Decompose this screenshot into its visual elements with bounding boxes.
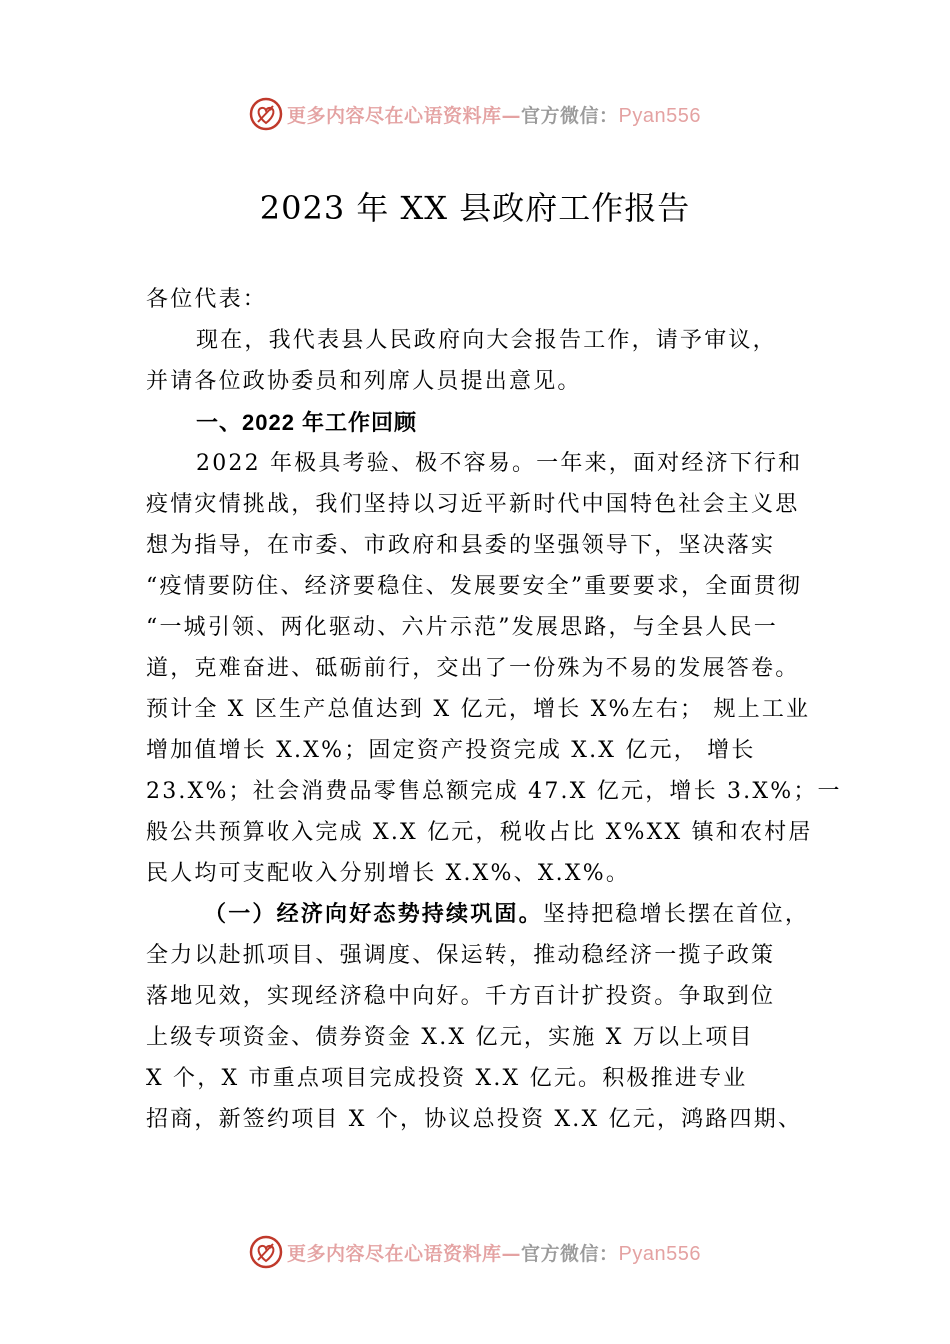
para1-line-4: “疫情要防住、经济要稳住、发展要安全”重要要求，全面贯彻 xyxy=(146,574,803,599)
para1-line-9: 23.X%；社会消费品零售总额完成 47.X 亿元，增长 3.X%；一 xyxy=(146,779,842,804)
watermark-dash-bottom: — xyxy=(501,1242,522,1265)
para2-line-3: 落地见效，实现经济稳中向好。千方百计扩投资。争取到位 xyxy=(146,984,776,1009)
watermark-text-bottom xyxy=(287,1239,701,1266)
watermark-wechat-label: 官方微信： xyxy=(521,104,619,127)
watermark-banner-bottom xyxy=(0,1230,950,1274)
subsection-heading: （一）经济向好态势持续巩固。 xyxy=(204,901,543,927)
watermark-banner-top xyxy=(0,92,950,136)
para1-line-8: 增加值增长 X.X%；固定资产投资完成 X.X 亿元， 增长 xyxy=(146,738,756,763)
para2-line-2: 全力以赴抓项目、强调度、保运转，推动稳经济一揽子政策 xyxy=(146,943,776,968)
para1-line-11: 民人均可支配收入分别增长 X.X%、X.X%。 xyxy=(146,861,631,886)
para1-line-6: 道，克难奋进、砥砺前行，交出了一份殊为不易的发展答卷。 xyxy=(146,656,800,681)
watermark-wechat-id-bottom: Pyan556 xyxy=(618,1242,701,1265)
watermark-main-bottom: 更多内容尽在心语资料库 xyxy=(287,1242,502,1265)
heart-logo-icon xyxy=(249,97,283,131)
watermark-wechat-id: Pyan556 xyxy=(618,104,701,127)
section-heading: 一、2022 年工作回顾 xyxy=(196,410,418,435)
watermark-text xyxy=(287,101,701,128)
heart-logo-icon xyxy=(249,1235,283,1269)
document-body xyxy=(146,279,842,1140)
intro-line-2: 并请各位政协委员和列席人员提出意见。 xyxy=(146,369,582,394)
para2-line-1 xyxy=(146,894,818,935)
para1-line-2: 疫情灾情挑战，我们坚持以习近平新时代中国特色社会主义思 xyxy=(146,492,800,517)
para1-line-7: 预计全 X 区生产总值达到 X 亿元，增长 X%左右； 规上工业 xyxy=(146,697,811,722)
para1-line-1: 2022 年极具考验、极不容易。一年来，面对经济下行和 xyxy=(196,451,803,476)
watermark-wechat-label-bottom: 官方微信： xyxy=(521,1242,619,1265)
para2-line-4: 上级专项资金、债券资金 X.X 亿元，实施 X 万以上项目 xyxy=(146,1025,754,1050)
watermark-main: 更多内容尽在心语资料库 xyxy=(287,104,502,127)
para1-line-10: 般公共预算收入完成 X.X 亿元，税收占比 X%XX 镇和农村居 xyxy=(146,820,813,845)
document-title: 2023 年 XX 县政府工作报告 xyxy=(259,189,691,227)
para1-line-3: 想为指导，在市委、市政府和县委的坚强领导下，坚决落实 xyxy=(146,533,776,558)
watermark-dash: — xyxy=(501,104,522,127)
para2-line-5: X 个，X 市重点项目完成投资 X.X 亿元。积极推进专业 xyxy=(146,1066,748,1091)
para2-line-1-rest: 坚持把稳增长摆在首位， xyxy=(542,902,810,927)
para1-line-5: “一城引领、两化驱动、六片示范”发展思路，与全县人民一 xyxy=(146,615,778,640)
salutation: 各位代表： xyxy=(146,287,268,312)
intro-line-1: 现在，我代表县人民政府向大会报告工作，请予审议， xyxy=(196,328,777,353)
para2-line-6: 招商，新签约项目 X 个，协议总投资 X.X 亿元，鸿路四期、 xyxy=(146,1107,803,1132)
